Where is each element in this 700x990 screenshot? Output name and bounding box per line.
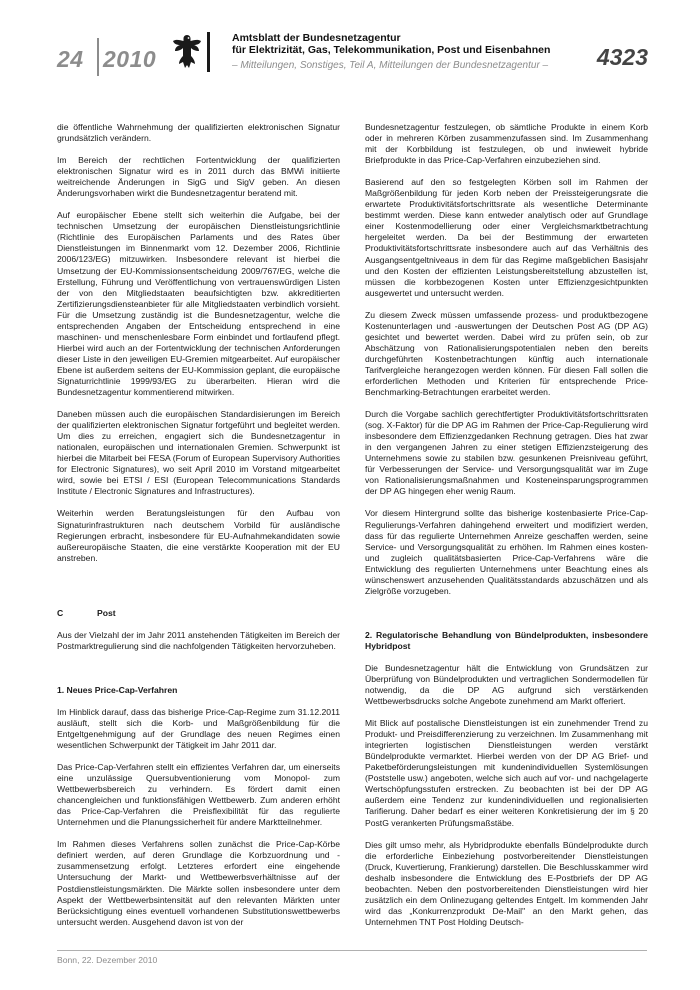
paragraph: Aus der Vielzahl der im Jahr 2011 anstehenden Tätigkeiten im Bereich der Postmarktregulierung sind die nachfolgenden Tätigkeiten hervorzuheben. xyxy=(57,629,340,651)
paragraph: Im Hinblick darauf, dass das bisherige Price-Cap-Regime zum 31.12.2011 ausläuft, stellt sich die Korb- und Maßgrößenbildung für die Entgeltgenehmigung auf der Grundlage des neuen Regimes einen wesentlichen Schwerpunkt der Tätigkeit im Jahr 2011 dar. xyxy=(57,706,340,751)
publication-title-line2: für Elektrizität, Gas, Telekommunikation, Post und Eisenbahnen xyxy=(232,44,551,56)
section-title: Post xyxy=(97,607,116,618)
paragraph: Dies gilt umso mehr, als Hybridprodukte ebenfalls Bündelprodukte durch die erforderliche Einbeziehung postvorbereitender Dienstleistungen (Druck, Kuvertierung, Frankierung) darstellen. Die Beschlusskammer wird deshalb insbesondere die Entwicklung des E-Postbriefs der DP AG beobachten. Neben den postvorbereitenden Dienstleistungen wird hier zusätzlich ein dem Onlinezugang geltendes Entgelt. Im kommenden Jahr wird das „Konkurrenzprodukt De-Mail" an den Markt gehen, das Unternehmen TNT Post Holding Deutsch- xyxy=(365,839,648,927)
publication-title xyxy=(232,32,550,56)
spacer xyxy=(365,608,648,630)
paragraph: Daneben müssen auch die europäischen Standardisierungen im Bereich der qualifizierten elektronischen Signatur fortgeführt und begleitet werden. Um dies zu erreichen, engagiert sich die Bundesnetzagentur in nationalen, europäischen und internationalen Gremien. Schwerpunkt ist hierbei die Mitarbeit bei FESA (Forum of European Supervisory Authorities for Electronic Signatures), wo seit April 2010 im Vorstand mitgearbeitet wird, sowie bei ETSI / ESI (European Telecommunications Standards Institute / Electronic Signatures and Infrastructures). xyxy=(57,409,340,497)
paragraph: Zu diesem Zweck müssen umfassende prozess- und produktbezogene Kostenunterlagen und -auswertungen der Deutschen Post AG (DP AG) gesichtet und bewertet werden. Dabei wird zu prüfen sein, ob zur Abschätzung von Rationalisierungspotentialen neben den bereits durchgeführten Kostenbetrachtungen künftig auch internationale Tarifvergleiche herangezogen werden können. Für diesen Fall sollen die erforderlichen Methoden und Kriterien für entsprechende Price-Benchmarking-Betrachtungen erarbeitet werden. xyxy=(365,309,648,398)
publication-title-line1: Amtsblatt der Bundesnetzagentur xyxy=(232,32,401,44)
page-footer: Bonn, 22. Dezember 2010 xyxy=(57,955,158,965)
spacer xyxy=(57,663,340,685)
paragraph: Basierend auf den so festgelegten Körben soll im Rahmen der Maßgrößenbildung für jeden Korb neben der Preissteigerungsrate die erwartete Produktivitätsfortschrittsrate als wesentliche Determinante bestimmt werden. Diese kann entweder analytisch oder auf Grundlage einer Kostenmodellierung oder einer Vergleichsmarktbetrachtung hergeleitet werden. Da bei der Bestimmung der erwarteten Produktivitätsfortschrittsrate insbesondere auch auf das Verhältnis des Ausgangsentgeltniveaus in dem für das Regime maßgeblichen Basisjahr und den Kosten der effizienten Leistungsbereitstellung abzustellen ist, müssen die korbbezogenen Kosten unter Effizienzgesichtpunkten ausgewertet und untersucht werden. xyxy=(365,177,648,298)
footer-rule xyxy=(57,950,647,951)
section-heading xyxy=(57,608,340,619)
paragraph: Weiterhin werden Beratungsleistungen für den Aufbau von Signaturinfrastrukturen nach deutschem Vorbild für ausländische Regierungen erbracht, insbesondere für EU-Aufnahmekandidaten sowie außereuropäische Staaten, die eine verstärkte Kooperation mit der EU anstreben. xyxy=(57,508,340,563)
subsection-heading: 2. Regulatorische Behandlung von Bündelprodukten, insbesondere Hybridpost xyxy=(365,629,648,651)
spacer xyxy=(57,575,340,608)
logo-bar xyxy=(207,32,210,72)
federal-eagle-icon xyxy=(170,32,204,72)
paragraph: Auf europäischer Ebene stellt sich weiterhin die Aufgabe, bei der technischen Umsetzung der europäischen Dienstleistungsrichtlinie (Richtlinie des Europäischen Parlaments und des Rates über Dienstleistungen im Binnenmarkt vom 12. Dezember 2006, Richtlinie 2006/123/EG) mitzuwirken. Insbesondere relevant ist hierbei die Umsetzung der EU-Kommissionsentscheidung 2009/767/EG, welche die Erstellung, Führung und Veröffentlichung von vertrauenswürdigen Listen der von den Mitgliedstaaten beaufsichtigten bzw. akkreditierten Zertifizierungsdiensteanbieter für alle Mitgliedstaaten verbindlich vorsieht. Für die Umsetzung zuständig ist die Bundesnetzagentur, welche die entsprechenden Angaben der Entscheidung entsprechend in eine maschinen- und menschenlesbare Form einbindet und fortlaufend pflegt. Hierbei wird auch an der Fortentwicklung der technischen Anforderungen dieser Liste in den jeweiligen EU-Gremien mitgearbeitet. Auf europäischer Ebene ist außerdem seitens der EU-Kommission geplant, die europäische Signaturrichtlinie 1999/93/EG zu überarbeiten. Hieran wird die Bundesnetzagentur kommentierend mitwirken. xyxy=(57,210,340,398)
paragraph: Das Price-Cap-Verfahren stellt ein effizientes Verfahren dar, um einerseits eine unzulässige Quersubventionierung vom Monopol- zum Wettbewerbsbereich zu verhindern. Es fördert damit einen chancengleichen und funktionsfähigen Wettbewerb. Zum anderen erhöht das Price-Cap-Verfahren die Preisflexibilität für das regulierte Unternehmen und die Planungssicherheit für andere Marktteilnehmer. xyxy=(57,762,340,828)
left-column xyxy=(57,122,340,939)
section-letter: C xyxy=(57,607,64,618)
header-divider xyxy=(97,38,99,76)
paragraph: Im Rahmen dieses Verfahrens sollen zunächst die Price-Cap-Körbe definiert werden, auf deren Grundlage die Korbzuordnung und -zusammensetzung erfolgt. Letzteres erfordert eine eingehende Untersuchung der Markt- und Wettbewerbsverhältnisse auf der Postdienstleistungsmärkten. Die Märkte sollen insbesondere unter dem Aspekt der Wettbewerbsintensität auf den relevanten Märkten unter Berücksichtigung eines eventuell vorhandenen Substitutionswettbewerbs untersucht werden. Ausgehend davon ist von der xyxy=(57,839,340,927)
right-column xyxy=(365,122,648,939)
paragraph: Im Bereich der rechtlichen Fortentwicklung der qualifizierten elektronischen Signatur wird es in 2011 durch das BMWi initiierte weitreichende Änderungen in SigG und SigV geben. An diesen Änderungsvorhaben wirkt die Bundesnetzagentur beratend mit. xyxy=(57,155,340,199)
page-header xyxy=(0,0,700,100)
publication-subtitle: – Mitteilungen, Sonstiges, Teil A, Mitteilungen der Bundesnetzagentur – xyxy=(232,60,549,71)
paragraph: Durch die Vorgabe sachlich gerechtfertigter Produktivitätsfortschrittsraten (sog. X-Faktor) für die DP AG im Rahmen der Price-Cap-Regulierung wird insbesondere dem Effizienzgedanken Rechnung getragen. Dies hat zwar in den vergangenen Jahren zu einer stetigen Effizienzsteigerung des Unternehmens sowie zu stabilen bzw. gesunkenen Preisniveau geführt, für Verbesserungen der Service- und Versorgungsqualität war im Zuge von Rationalisierungsmaßnahmen und Kosteneinsparungsprogrammen der DP AG hingegen eher wenig Raum. xyxy=(365,409,648,497)
paragraph: Bundesnetzagentur festzulegen, ob sämtliche Produkte in einem Korb oder in mehreren Körben zusammenzufassen sind. Im Zusammenhang mit der Korbbildung ist festzulegen, ob und inwieweit hybride Briefprodukte in das Price-Cap-Verfahren einzubeziehen sind. xyxy=(365,122,648,166)
page-number: 4323 xyxy=(596,44,648,70)
subsection-heading: 1. Neues Price-Cap-Verfahren xyxy=(57,684,178,695)
issue-number: 24 xyxy=(57,46,84,72)
paragraph: Mit Blick auf postalische Dienstleistungen ist ein zunehmender Trend zu Produkt- und Preisdifferenzierung zu verzeichnen. Im Zusammenhang mit integrierten logistischen Dienstleistungen werden verstärkt Bündelprodukte vermarktet. Hierbei werden von der DP AG Brief- und Paketbeförderungsleistungen mit kundenindividuellen Systemlösungen (Poststelle usw.) angeboten, welche sich auch auf vor- und nachgelagerte Wertschöpfungsstufen erstrecken. Zu beobachten ist bei der DP AG außerdem eine Tendenz zur kundenindividuellen und regionalisierten Tarifierung. Daher bedarf es einer weiteren Konkretisierung der im § 20 PostG verankerten Prüfungsmaßstäbe. xyxy=(365,718,648,828)
paragraph: Vor diesem Hintergrund sollte das bisherige kostenbasierte Price-Cap-Regulierungs-Verfahren dahingehend erweitert und modifiziert werden, dass für das regulierte Unternehmen Anreize geschaffen werden, seine Service- und Versorgungsqualität zu erhöhen. Im Rahmen eines kosten- und zugleich qualitätsbasierten Price-Cap-Verfahrens wäre die Entwicklung des regulierten Unternehmens unter Beachtung eines als wünschenswert anzusehenden Qualitätsstandards abzuschätzen und als Zielgröße vorzugeben. xyxy=(365,508,648,596)
issue-year: 2010 xyxy=(103,46,157,72)
paragraph: die öffentliche Wahrnehmung der qualifizierten elektronischen Signatur grundsätzlich verändern. xyxy=(57,122,340,144)
paragraph: Die Bundesnetzagentur hält die Entwicklung von Grundsätzen zur Überprüfung von Bündelprodukten und vertraglichen Sondermodellen für notwendig, da die DP AG aufgrund sich verstärkenden Wettbewerbsdrucks solche Angebote zunehmend am Markt offeriert. xyxy=(365,662,648,707)
